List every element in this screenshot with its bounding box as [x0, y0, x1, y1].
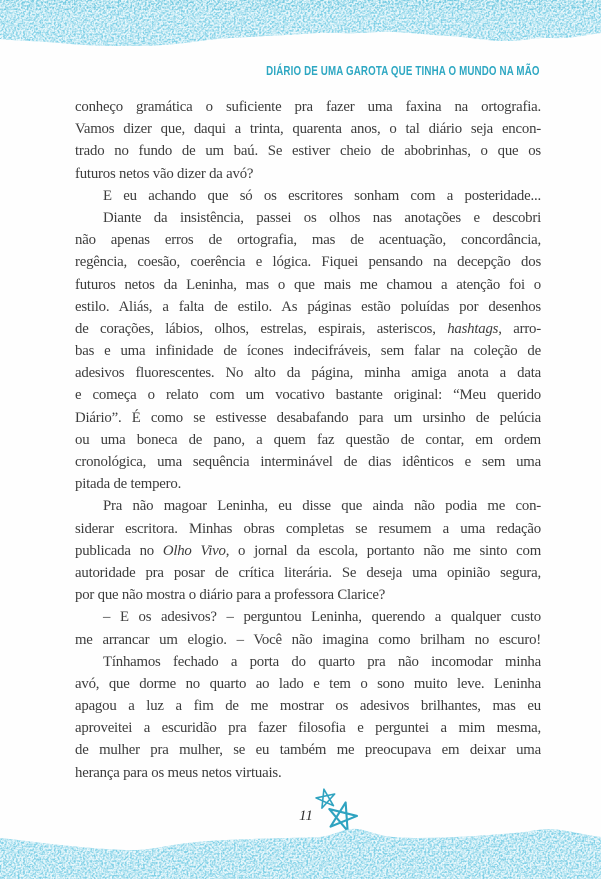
- text-line: avó, que dorme no quarto ao lado e tem o sono muito leve. Leninha: [75, 675, 541, 692]
- text-line: regência, coesão, coerência e lógica. Fiquei pensando na decepção dos: [75, 254, 541, 271]
- text-line: por que não mostra o diário para a professora Clarice?: [75, 587, 386, 604]
- text-line: futuros netos vão dizer da avó?: [75, 165, 254, 182]
- body-text: [75, 96, 541, 784]
- text-line: de mulher pra mulher, se eu também me preocupava em deixar uma: [75, 742, 541, 759]
- text-line: adesivos fluorescentes. No alto da página, minha amiga anota a data: [75, 365, 541, 382]
- text-line: e começa o relato com um vocativo bastante original: “Meu querido: [75, 387, 541, 404]
- text-line: E eu achando que só os escritores sonham com a posteridade...: [103, 187, 541, 204]
- text-line: de corações, lábios, olhos, estrelas, espirais, asteriscos, hashtags, arro-: [75, 320, 541, 337]
- text-line: conheço gramática o suficiente pra fazer uma faxina na ortografia.: [75, 99, 541, 115]
- text-line: – E os adesivos? – perguntou Leninha, querendo a qualquer custo: [103, 609, 541, 626]
- text-line: siderar escritora. Minhas obras completas se resumem a uma redação: [75, 520, 541, 537]
- text-line: me arrancar um elogio. – Você não imagina como brilham no escuro!: [75, 631, 541, 648]
- text-line: Vamos dizer que, daqui a trinta, quarenta anos, o tal diário seja encon-: [75, 121, 541, 138]
- paragraph: [75, 185, 541, 207]
- text-line: aproveitei a escuridão pra fazer filosofia e perguntei a mim mesma,: [75, 720, 541, 737]
- running-header: DIÁRIO DE UMA GAROTA QUE TINHA O MUNDO NA MÃO: [266, 64, 540, 78]
- text-line: Tínhamos fechado a porta do quarto pra não incomodar minha: [103, 653, 541, 670]
- text-line: autoridade pra posar de crítica literária. Se deseja uma opinião segura,: [75, 564, 541, 581]
- text-line: futuros netos da Leninha, mas o que mais me chamou a atenção foi o: [75, 276, 541, 293]
- text-line: não apenas erros de ortografia, mas de acentuação, concordância,: [75, 232, 541, 249]
- paragraph: [75, 207, 541, 495]
- text-line: cronológica, uma sequência interminável de dias idênticos e sem uma: [75, 454, 541, 470]
- torn-paper-top-icon: [0, 0, 601, 50]
- text-line: ou uma boneca de pano, a quem faz questão de contar, em ordem: [75, 431, 541, 448]
- text-line: bas e uma infinidade de ícones indecifráveis, sem falar na coleção de: [75, 343, 541, 360]
- text-line: Pra não magoar Leninha, eu disse que ainda não podia me con-: [103, 498, 541, 515]
- paragraph: [75, 606, 541, 650]
- text-line: publicada no Olho Vivo, o jornal da escola, portanto não me sinto com: [75, 542, 541, 559]
- text-line: Diário”. É como se estivesse desabafando para um ursinho de pelúcia: [75, 409, 541, 426]
- page-number: 11: [299, 808, 313, 824]
- text-line: apagou a luz a fim de me mostrar os adesivos brilhantes, mas eu: [75, 698, 541, 715]
- text-line: estilo. Aliás, a falta de estilo. As páginas estão poluídas por desenhos: [75, 298, 541, 315]
- paragraph: [75, 651, 541, 784]
- text-line: pitada de tempero.: [75, 476, 182, 493]
- torn-paper-bottom-icon: [0, 826, 601, 879]
- star-doodle-small-icon: [315, 787, 337, 809]
- paragraph: [75, 96, 541, 185]
- text-line: Diante da insistência, passei os olhos nas anotações e descobri: [103, 209, 541, 226]
- paragraph: [75, 495, 541, 606]
- text-line: herança para os meus netos virtuais.: [75, 764, 282, 781]
- text-line: trado no fundo de um baú. Se estiver cheio de abobrinhas, o que os: [75, 143, 541, 160]
